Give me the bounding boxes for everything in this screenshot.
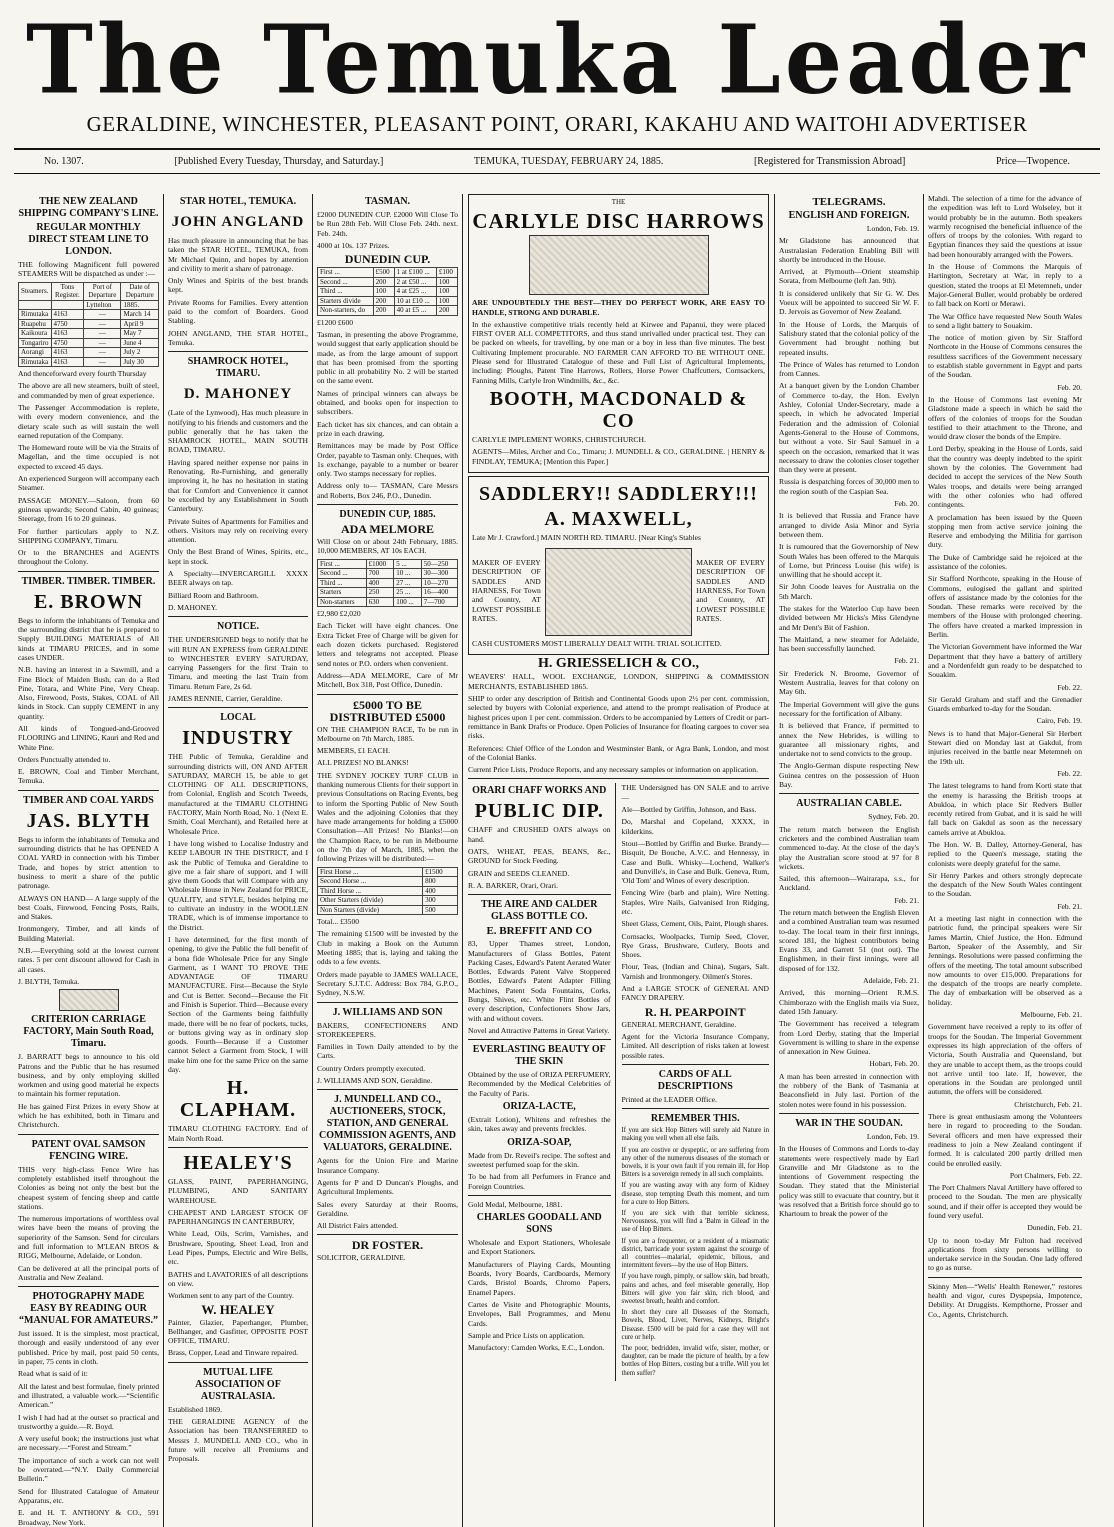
paragraph: Remittances may be made by Post Office Order, payable to Tasman only. Cheques, with 1s exchange, payable to a number or bearer only. Two stamps necessary for replies.	[317, 441, 458, 479]
paragraph: If you have rough, pimply, or sallow skin, bad breath, pains and aches, and feel miserable generally, Hop Bitters will give you fair skin, rich blood, and sweetest breath, health and comfort.	[621, 1273, 769, 1305]
brown-name: E. BROWN	[33, 590, 144, 613]
paragraph: Skinny Men—“Wells' Health Renewer,” restores health and vigor, cures Dyspepsia, Impotence, Debility. At Druggists. Kempthorne, Prosser and Co., Agents, Christchurch.	[928, 1281, 1082, 1319]
paragraph: In the Houses of Commons and Lords to-day statements were respectively made by Earl Granville and Mr Gladstone as to the intentions of Government respecting the Soudan. They stated that the Ministerial policy was still to evacuate that country, but it was resolved that a British force should go to Khartoum to break the power of the	[779, 1144, 919, 1219]
paragraph: Arrived, at Plymouth—Orient steamship Sorata, from Melbourne (left Jan. 9th).	[779, 267, 919, 286]
dateline-small: Feb. 21.	[1057, 901, 1082, 911]
paragraph: The Anglo-German dispute respecting New Guinea centres on the possession of Huon Bay.	[779, 761, 919, 790]
paragraph: CARLYLE IMPLEMENT WORKS, CHRISTCHURCH.	[472, 434, 646, 444]
paragraph: If you are costive or dyspeptic, or are suffering from any other of the numerous diseases of the stomach or bowels, it is your own fault if you remain ill, for Hop Bitters is a sovereign remedy in all such complaints.	[621, 1146, 769, 1179]
paragraph: Manufacturers of Playing Cards, Mounting Boards, Ivory Boards, Cardboards, Memory Cards, Bristol Boards, Chromo Papers, Enamel Papers.	[468, 1259, 611, 1297]
table-cell: Lyttelton	[84, 300, 121, 310]
telegrams-heading: TELEGRAMS.	[812, 196, 886, 208]
local-heading: LOCAL	[220, 712, 256, 724]
dateline-small: Feb. 22.	[1057, 682, 1082, 692]
paragraph: Country Orders promptly executed.	[317, 1063, 425, 1073]
breffit-heading: E. BREFFIT AND CO	[486, 925, 593, 938]
mundell-heading: J. MUNDELL AND CO., AUCTIONEERS, STOCK, STATION, AND GENERAL COMMISSION AGENTS, AND VALUATORS, GERALDINE.	[319, 1094, 456, 1154]
griesselich-heading: H. GRIESSELICH & CO.,	[537, 656, 700, 672]
paragraph: A man has been arrested in connection with the robbery of the Bank of Tasmania at Beaconsfield in July last. Portion of the stolen notes were found in his possession.	[779, 1071, 919, 1109]
dunedin-cup-heading: DUNEDIN CUP.	[344, 252, 431, 267]
remember-heading: REMEMBER THIS.	[650, 1113, 740, 1125]
signature: E. and H. T. ANTHONY & CO., 591 Broadway, New York.	[18, 1508, 159, 1527]
newspaper-page	[0, 6, 1114, 1527]
signature: Address—ADA MELMORE, Care of Mr Mitchell, Box 318, Post Office, Dunedin.	[317, 670, 458, 690]
paragraph: For further particulars apply to N.Z. SHIPPING COMPANY, Timaru.	[18, 526, 159, 545]
paragraph: White Lead, Oils, Scrim, Varnishes, and Brushware, Spouting, Sheet Lead, Iron and Lead Pipes, Pumps, Electric and Wire Bells, etc.	[168, 1229, 308, 1267]
paragraph: SHIP to order any description of British and Continental Goods upon 2½ per cent. commission, selected by buyers with Colonial experience, and attend to the prompt realisation of Produce at highest prices upon 1 per cent. commission. Orders to be accompanied by Letters of Credit or part-remittance in Bank Drafts or Produce. Open Policies of Insurance for floating cargoes to cover sea risks.	[468, 694, 769, 741]
dateline-small: Adelaide, Feb. 21.	[863, 976, 919, 986]
signature: JOHN ANGLAND, THE STAR HOTEL, Temuka.	[168, 328, 308, 347]
table-row: Tongariro 4750 — June 4	[19, 338, 159, 348]
angland-name: JOHN ANGLAND	[171, 214, 305, 230]
paragraph: News is to hand that Major-General Sir Herbert Stewart died on Monday last at Gakdul, from injuries received in the battle near Metemneh on the 19th ult.	[928, 728, 1082, 766]
paragraph: The Passenger Accommodation is replete, with every modern convenience, and the dietary scale such as will sustain the well earned reputation of the Company.	[18, 402, 159, 440]
paragraph: If you are wasting away with any form of Kidney disease, stop tempting Death this moment, and turn for a cure to Hop Bitters.	[621, 1182, 769, 1206]
the-label: THE	[611, 198, 626, 206]
paragraph: Workmen sent to any part of the Country.	[168, 1291, 294, 1301]
masthead-subtitle: GERALDINE, WINCHESTER, PLEASANT POINT, ORARI, KAKAHU AND WAITOHI ADVERTISER	[86, 112, 1028, 136]
maxwell-heading: A. MAXWELL,	[544, 507, 693, 530]
table-row: Starters divide 200 10 at £10 ... 100	[318, 296, 458, 306]
signature: J. WILLIAMS AND SON, Geraldine.	[317, 1076, 433, 1086]
paragraph: The Victorian Government have informed the War Department that they have a battery of artillery and a Nordenfeldt gun ready to be despatched to Souakim.	[928, 642, 1082, 680]
dateline-small: Feb. 20.	[1057, 382, 1082, 392]
paragraph: OATS, WHEAT, PEAS, BEANS, &c., GROUND for Stock Feeding.	[468, 847, 611, 866]
paragraph: Russia is despatching forces of 30,000 men to the region south of the Caspian Sea.	[779, 477, 919, 496]
dateline-small: Feb. 21.	[894, 895, 919, 905]
paragraph: Made from Dr. Reveil's recipe. The softest and sweetest perfumed soap for the skin.	[468, 1150, 611, 1169]
table-row: Third ... 100 4 at £25 ... 100	[318, 287, 458, 297]
paragraph: The Prince of Wales has returned to London from Cannes.	[779, 359, 919, 379]
paragraph: All kinds of Tongued-and-Grooved FLOORING and LINING, Kauri and Red and White Pine.	[18, 724, 159, 752]
column-4-left	[468, 783, 616, 1380]
paragraph: Government have received a reply to its offer of troops for the Soudan. The Imperial Government expresses its high appreciation of the offers of Victoria, South Australia and Queensland, but they are unable to accept them, as the troops could not arrive until too late. If, however, the operations in the Soudan are prolonged until autumn, the offers will be considered.	[928, 1022, 1082, 1097]
paragraph: Agents for the Union Fire and Marine Insurance Company.	[317, 1156, 458, 1175]
goodall-heading: CHARLES GOODALL AND SONS	[476, 1212, 602, 1236]
paragraph: It is believed that France, if permitted to annex the New Hebrides, is willing to guarantee all missionary rights, and undertake not to send convicts to the group.	[779, 721, 919, 759]
paragraph: Painter, Glazier, Paperhanger, Plumber, Bellhanger, and Gasfitter, OPPOSITE POST OFFICE, TIMARU.	[168, 1317, 308, 1346]
soudan-heading: WAR IN THE SOUDAN.	[795, 1117, 903, 1129]
paragraph: Only the Best Brand of Wines, Spirits, etc., kept in stock.	[168, 547, 308, 566]
cards-heading: CARDS OF ALL DESCRIPTIONS	[657, 1068, 733, 1092]
signature: Address only to— TASMAN, Care Messrs and Roberts, Box 246, P.O., Dunedin.	[317, 481, 458, 500]
prize-total: Total... £3500	[317, 917, 360, 927]
paragraph: The Port Chalmers Naval Artillery have offered to proceed to the Soudan. The men are physically sound, and if their offer is accepted they would be found very useful.	[928, 1183, 1082, 1220]
paragraph: All the latest and best formulae, finely printed and illustrated, a valuable work.—“Scientific American.”	[18, 1381, 159, 1410]
dateline-small: Melbourne, Feb. 21.	[1020, 1010, 1082, 1020]
paragraph: In the House of Commons the Marquis of Hartington, Secretary at War, in reply to a question, stated the troops at El Metemneh, under Major-General Buller, would probably be ordered to fall back on Korti or Merawi.	[928, 262, 1082, 309]
pearpoint-heading: R. H. PEARPOINT	[644, 1004, 746, 1019]
paragraph: THE UNDERSIGNED begs to notify that he will RUN AN EXPRESS from GERALDINE to WINCHESTER EVERY SATURDAY, carrying Passengers for the first Train to Timaru, and meeting the last Train from Timaru. Return Fare, 2s 6d.	[168, 635, 308, 691]
shipping-heading: THE NEW ZEALAND SHIPPING COMPANY'S LINE.	[18, 196, 159, 219]
paragraph: CASH CUSTOMERS MOST LIBERALLY DEALT WITH. TRIAL SOLICITED.	[472, 639, 722, 649]
table-row: Rimutaka 4163 — July 30	[19, 357, 159, 367]
dateline-small: Sydney, Feb. 20.	[868, 812, 919, 822]
paragraph: If you are sick Hop Bitters will surely aid Nature in making you well when all else fails.	[621, 1127, 769, 1143]
paragraph: ALWAYS ON HAND— A large supply of the best Coals, Firewood, Fencing Posts, Rails, and Stakes.	[18, 893, 159, 922]
blyth-name: JAS. BLYTH	[26, 809, 151, 832]
paragraph: If you are a frequenter, or a resident of a miasmatic district, barricade your system against the scourge of all countries—malarial, epidemic, bilious, and intermittent fevers—by the use of Hop Bitters.	[621, 1237, 769, 1270]
paragraph: And thenceforward every fourth Thursday	[18, 369, 147, 379]
paragraph: Cartes de Visite and Photographic Mounts, Envelopes, Ball Programmes, and Menu Cards.	[468, 1299, 611, 1328]
ada-table	[317, 559, 458, 608]
paragraph: Wholesale and Export Stationers, Wholesale and Export Stationers.	[468, 1238, 611, 1257]
paragraph: I have determined, for the first month of opening, to give the Public the full benefit of a bona fide Wholesale Price for any Single Garment, as I WANT TO PROVE THE ADVANTAGE OF TIMARU MANUFACTURE. First—Because the Style and Cut is Better. Second—Because the Fit and Finish is Superior. Third—Because every Section of the Garments being faithfully made, there will be no fear of pockets, tucks, or buttons giving way as in ordinary slop goods. Fourth—Because if a Customer cannot Select a Garment from Stock, I will make him one for the same Price on the same day.	[168, 934, 308, 1075]
paragraph: Do, Marshal and Copeland, XXXX, in kilderkins.	[621, 817, 769, 836]
harrow-illustration	[529, 235, 709, 295]
cup-total: £1200 £600	[317, 317, 354, 327]
paragraph: The notice of motion given by Sir Stafford Northcote in the House of Commons censures the resultless sacrifices of the Government necessary to establish stable government in Egypt and parts of the Soudan.	[928, 333, 1082, 380]
champion-heading: £5000 TO BE DISTRIBUTED £5000	[329, 697, 446, 724]
paragraph: The return match between the English Eleven and a combined Australian team was resumed to-day. The local team in their first innings, scored 181, the highest contributors being Evans 33, and Garrett 51 (not out). The Englishmen, in their first innings, were all disposed of for 132.	[779, 908, 919, 973]
paragraph: If you are sick with that terrible sickness, Nervousness, you will find a 'Balm in Gilead' in the use of Hop Bitters.	[621, 1209, 769, 1234]
carriage-heading: CRITERION CARRIAGE FACTORY, Main South Road, Timaru.	[23, 1014, 154, 1050]
paragraph: Just issued. It is the simplest, most practical, thorough and easily understood of any ever published. Price by mail, post paid 50 cents, in paper, 75 cents in cloth.	[18, 1329, 159, 1367]
shipping-subheading: REGULAR MONTHLY DIRECT STEAM LINE TO LONDON.	[28, 222, 149, 257]
paragraph: The Hon. W. B. Dalley, Attorney-General, has replied to the Queen's message, stating the colonists were deeply grateful for the same.	[928, 840, 1082, 868]
issue-date: TEMUKA, TUESDAY, FEBRUARY 24, 1885.	[473, 156, 664, 167]
registered-note: [Registered for Transmission Abroad]	[753, 156, 906, 167]
paragraph: Only Wines and Spirits of the best brands kept.	[168, 276, 308, 295]
paragraph: The Duke of Cambridge said he rejoiced at the assistance of the colonies.	[928, 552, 1082, 571]
price: Price—Twopence.	[995, 156, 1070, 167]
foster-heading: DR FOSTER.	[351, 1238, 424, 1253]
paragraph: In short they cure all Diseases of the Stomach, Bowels, Blood, Liver, Nerves, Kidneys, Bright's Disease. £500 will be paid for a case they will not cure or help.	[621, 1309, 769, 1341]
paragraph: At a banquet given by the London Chamber of Commerce to-day, the Hon. Evelyn Ashley, Colonial Under-Secretary, made a speech, in which he advocated Imperial Federation and the admission of Colonial Agents-General to the House of Commons, but without a vote. Sir Saul Samuel in a speech on the occasion, remarked that it was necessary to draw the colonies closer together than they were at present.	[779, 381, 919, 475]
paragraph: Sailed, this afternoon—Wairarapa, s.s., for Auckland.	[779, 874, 919, 893]
paragraph: Current Price Lists, Produce Reports, and any necessary samples or information on application.	[468, 765, 758, 775]
dateline-small: Cairo, Feb. 19.	[1036, 716, 1082, 726]
paragraph: GLASS, PAINT, PAPERHANGING, PLUMBING, AND SANITARY WAREHOUSE.	[168, 1176, 308, 1205]
paragraph: ALL PRIZES! NO BLANKS!	[317, 758, 409, 768]
dateline-small: Feb. 22.	[1057, 768, 1082, 778]
paragraph: Agents for P and D Duncan's Ploughs, and Agricultural Implements.	[317, 1177, 458, 1197]
paragraph: PASSAGE MONEY.—Saloon, from 60 guineas upwards; Second Cabin, 40 guineas; Steerage, from 16 to 20 guineas.	[18, 495, 159, 524]
table-row: Non Starters (divide) 500	[318, 905, 458, 915]
dateline-small: Feb. 20.	[894, 499, 919, 509]
paragraph: MEMBERS, £1 EACH.	[317, 746, 390, 756]
shamrock-heading: SHAMROCK HOTEL, TIMARU.	[187, 356, 289, 380]
dateline	[14, 148, 1100, 174]
ada-melmore-heading: ADA MELMORE	[341, 522, 434, 537]
paragraph: GENERAL MERCHANT, Geraldine.	[621, 1019, 737, 1029]
paragraph: It is believed that Russia and France have arranged to divide Asia Minor and Syria between them.	[779, 511, 919, 539]
cup-table	[317, 267, 458, 316]
saddlery-right-text: MAKER OF EVERY DESCRIPTION OF SADDLES AND HARNESS, For Town and Country, AT LOWEST POSSIBLE RATES.	[696, 558, 765, 623]
paragraph: Begs to inform the inhabitants of Temuka and the surrounding district that he is prepared to Supply BUILDING MATERIALS of All kinds at TIMARU PRICES, and in some cases UNDER.	[18, 615, 159, 662]
paragraph: In the House of Commons last evening Mr Gladstone made a speech in which he said the offers of the colonies of troops for the Soudan testified to their attachment to the Throne, and would draw closer the bonds of the Empire.	[928, 394, 1082, 442]
dateline-small: Christchurch, Feb. 21.	[1014, 1099, 1082, 1109]
carriage-illustration	[59, 989, 119, 1011]
paragraph: Fencing Wire (barb and plain), Wire Netting. Staples, Wire Nails, Galvanised Iron Ridging, etc.	[621, 888, 769, 916]
paragraph: Brass, Copper, Lead and Tinware repaired.	[168, 1348, 299, 1358]
table-header: Port of Departure	[84, 282, 121, 300]
paragraph: Has much pleasure in announcing that he has taken the STAR HOTEL, TEMUKA, from Mr Michael Quinn, and hopes by attention and civility to merit a share of patronage.	[168, 236, 308, 273]
paragraph: BATHS and LAVATORIES of all descriptions on view.	[168, 1269, 308, 1288]
column-4-right	[622, 783, 770, 1380]
paragraph: References: Chief Office of the London and Westminster Bank, or Agra Bank, London, and most of the Colonial Banks.	[468, 743, 769, 762]
mutual-life-heading: MUTUAL LIFE ASSOCIATION OF AUSTRALASIA.	[195, 1366, 281, 1402]
ada-total: £2,980 £2,020	[317, 609, 361, 619]
paragraph: Manufactory: Camden Works, E.C., London.	[468, 1343, 605, 1353]
paragraph: The Government has received a telegram from Lord Derby, stating that the Imperial Government is willing to share in the expense of annexation in New Guinea.	[779, 1019, 919, 1057]
paragraph: Printed at the LEADER Office.	[621, 1094, 717, 1104]
healeys-heading: HEALEY'S	[183, 1151, 293, 1174]
paragraph: To be had from all Perfumers in France and Foreign Countries.	[468, 1172, 611, 1191]
paragraph: The Maitland, a new steamer for Adelaide, has been successfully launched.	[779, 634, 919, 654]
paragraph: Agent for the Victoria Insurance Company, Limited. All description of risks taken at lowest possible rates.	[621, 1031, 769, 1060]
fencing-heading: PATENT OVAL SAMSON FENCING WIRE.	[31, 1138, 146, 1162]
table-row: Aorangi 4163 — July 2	[19, 348, 159, 358]
williams-heading: J. WILLIAMS AND SON	[332, 1006, 443, 1018]
table-row: First Horse ... £1500	[318, 867, 458, 877]
table-row: First ... £1000 5 ... 50—250	[318, 559, 458, 569]
paragraph: In the exhaustive competitive trials recently held at Kirwee and Papanui, they were placed FIRST OVER ALL COMPETITORS, and thus stand unrivalled under practical test. They can be packed on wheels, for travelling, by one man or a boy in less than five minutes. The best Cultivating Implement procurable. NO FARMER CAN AFFORD TO BE WITHOUT ONE. Please send for Illustrated Catalogue of these and Full List of Agricultural Implements, including: Ploughs, Patent Tine Harrows, Rollers, Horse Power Chaffcutters, Cornsackers, Fanning Mills, Carlyle Iron Windmills, &c., &c.	[472, 319, 765, 385]
paragraph: Names of principal winners can always be obtained, and books open for inspection to subscribers.	[317, 388, 458, 417]
paragraph: I have long wished to Localise Industry and KEEP LABOUR IN THE DISTRICT, and I ask the Public of Temuka and Geraldine to give me a fair share of support, and I will give them Goods that will Compare with any Wholesale House in New Zealand for PRICE, QUALITY, and STYLE, besides helping me to cultivate an industry in the WOOLLEN TRADE, which is of immense importance to the District.	[168, 838, 308, 932]
paragraph: Established 1869.	[168, 1404, 222, 1414]
paragraph: The return match between the English cricketers and the combined Australian team commenced to-day. At the close of the day's play the Australian score stood at 97 for 8 wickets.	[779, 824, 919, 871]
paragraph: The remaining £1500 will be invested by the Club in making a Book on the Autumn Meeting 1885; that is, laying and taking the odds to a few events.	[317, 929, 458, 967]
paragraph: CHEAPEST AND LARGEST STOCK OF PAPERHANGINGS IN CANTERBURY,	[168, 1207, 308, 1227]
paragraph: Up to noon to-day Mr Fulton had received applications from sixty persons willing to undertake service in the Soudan. One lady offered to go as nurse.	[928, 1235, 1082, 1273]
masthead-title: The Temuka Leader	[25, 4, 1089, 116]
column-6	[924, 194, 1086, 1527]
column-5	[775, 194, 924, 1527]
harrows-ad	[468, 194, 769, 473]
paragraph: The War Office have requested New South Wales to send a light battery to Souakim.	[928, 311, 1082, 330]
paragraph: Sir John Coode leaves for Australia on the 5th March.	[779, 582, 919, 601]
table-row: Kaikoura 4163 — May 7	[19, 329, 159, 339]
table-row: Second Horse ... 800	[318, 877, 458, 887]
paragraph: And a LARGE STOCK of GENERAL AND FANCY DRAPERY.	[621, 984, 769, 1003]
column-4-split	[468, 783, 769, 1380]
table-header: Tons Register.	[51, 282, 84, 300]
paragraph: Families in Town Daily attended to by the Carts.	[317, 1042, 458, 1061]
paragraph: Sheet Glass, Cement, Oils, Paint, Plough shares.	[621, 919, 769, 929]
signature: J. BLYTH, Temuka.	[18, 976, 80, 986]
paragraph: There is great enthusiasm among the Volunteers here in regard to proceeding to the Soudan. Several officers and men have expressed their readiness to join a New Zealand contingent if formed. It is calculated 200 partly drilled men could be enrolled easily.	[928, 1112, 1082, 1168]
aire-calder-heading: THE AIRE AND CALDER GLASS BOTTLE CO.	[481, 899, 598, 923]
paragraph: The Imperial Government will give the guns necessary for the fortification of Albany.	[779, 699, 919, 718]
table-row: Rimutaka 4163 — March 14	[19, 310, 159, 320]
paragraph: Orders Punctually attended to.	[18, 754, 111, 764]
paragraph: Sample and Price Lists on application.	[468, 1330, 585, 1340]
issue-number: No. 1307.	[44, 156, 84, 167]
paragraph: Cornsacks, Woolpacks, Turnip Seed, Clover, Rye Grass, Brushware, Cutlery, Boots and Shoes.	[621, 931, 769, 960]
paragraph: A very useful book; the instructions just what are necessary.—“Forest and Stream.”	[18, 1434, 159, 1453]
table-header: Steamers.	[19, 282, 52, 300]
dateline-small: Port Chalmers, Feb. 22.	[1009, 1170, 1082, 1180]
photography-heading: PHOTOGRAPHY MADE EASY BY READING OUR “MANUAL FOR AMATEURS.”	[19, 1291, 158, 1327]
table-row: First ... £500 1 at £100 ... £100	[318, 268, 458, 278]
paragraph: I wish I had had at the outset so practical and trustworthy a guide.—R. Boyd.	[18, 1412, 159, 1431]
table-row: Second ... 200 2 at £50 ... 100	[318, 277, 458, 287]
dunedin-1885-heading: DUNEDIN CUP, 1885.	[339, 509, 436, 521]
paragraph: THE Undersigned has ON SALE and to arrive—	[621, 783, 769, 802]
paragraph: Each ticket has six chances, and can obtain a prize in each drawing.	[317, 419, 458, 438]
paragraph: Send for Illustrated Catalogue of Amateur Apparatus, etc.	[18, 1486, 159, 1505]
paragraph: N.B.—Everything sold at the lowest current rates. 5 per cent discount allowed for Cash in all cases.	[18, 946, 159, 974]
paragraph: £2000 DUNEDIN CUP. £2000 Will Close To be Run 28th Feb. Will Close Feb. 24th. next. Feb. 24th.	[317, 210, 458, 238]
table-row: Other Starters (divide) 300	[318, 896, 458, 906]
paragraph: (Late of the Lynwood), Has much pleasure in notifying to his friends and customers and the public generally that he has taken the SHAMROCK HOTEL, MAIN SOUTH ROAD, TIMARU.	[168, 408, 308, 455]
paragraph: GRAIN and SEEDS CLEANED.	[468, 868, 570, 878]
paragraph: Tasman, in presenting the above Programme, would suggest that early application should be made, as from the large amount of support that has been promised from the sporting public in all probability No. 2 will be started on the same event.	[317, 329, 458, 386]
clapham-name: H. CLAPHAM.	[179, 1077, 297, 1122]
paragraph: An experienced Surgeon will accompany each Steamer.	[18, 474, 159, 493]
paragraph: Each Ticket will have eight chances. One Extra Ticket Free of Charge will be given for each dozen tickets purchased. Registered letters and telegrams not accepted. Please send notes or P.O. orders when convenient.	[317, 621, 458, 668]
paragraph: A proclamation has been issued by the Queen stopping men from active service joining the Reserve and embodying the Militia for garrison duty.	[928, 512, 1082, 550]
paragraph: Read what is said of it:	[18, 1369, 88, 1379]
paragraph: (Extrait Lotion), Whitens and refreshes the skin, takes away and prevents freckles.	[468, 1115, 611, 1134]
paragraph: Mahdi. The selection of a time for the advance of the expedition was left to Lord Wolseley, but it would probably be in the autumn. Both speakers warmly recognised the beneficial influence of the offers of troops by the colonies. With regard to Egyptian finances they said the questions at issue had been honourably arranged with the Powers.	[928, 194, 1082, 259]
paragraph: SOLICITOR, GERALDINE.	[317, 1253, 406, 1263]
signature: E. BROWN, Coal and Timber Merchant, Temuka.	[18, 767, 159, 786]
australian-cable-heading: AUSTRALIAN CABLE.	[796, 798, 902, 810]
table-cell: 1885.	[121, 300, 159, 310]
dateline-small: Hobart, Feb. 20.	[869, 1059, 919, 1069]
paragraph: 83, Upper Thames street, London, Manufacturers of Glass Bottles, Patent Packing Cases, Edward's Patent Aerated Water Bottles, Edwards Patent Valve Stoppered Bottles, Edward's Patent Adapter Filling Machines, Patent Soda Fountains, Corks, Bungs, Shives, etc. White Flint Bottles of every description, Confectioners Show Jars, with and without covers.	[468, 939, 611, 1023]
paragraph: J. BARRATT begs to announce to his old Patrons and the Public that he has resumed business, and by only employing skilled workmen and using good material he expects to maintain his former reputation.	[18, 1052, 159, 1099]
paragraph: Sir Henry Parkes and others strongly deprecate the despatch of the New South Wales contingent to the Soudan.	[928, 870, 1082, 899]
paragraph: Billiard Room and Bathroom.	[168, 590, 259, 600]
public-dip-heading: PUBLIC DIP.	[474, 800, 604, 823]
dateline-small: London, Feb. 19.	[866, 224, 919, 233]
signature: D. MAHONEY.	[168, 602, 218, 612]
star-hotel-heading: STAR HOTEL, TEMUKA.	[179, 196, 297, 207]
columns	[14, 194, 1100, 1527]
paragraph: TIMARU CLOTHING FACTORY. End of Main North Road.	[168, 1124, 308, 1143]
dateline-small: London, Feb. 19.	[866, 1131, 919, 1141]
paragraph: The latest telegrams to hand from Korti state that the enemy is harassing the British troops at Abukloa, in which place Sir Redvers Buller recently retired from Gubat, and it is said he will fall back on Gakdul as soon as the necessary camels arrive at Abukloa.	[928, 781, 1082, 837]
saddlery-heading: SADDLERY!! SADDLERY!!!	[479, 482, 758, 505]
healey-name: W. HEALEY	[201, 1301, 275, 1317]
paragraph: Mr Gladstone has announced that Australasian Federation Enabling Bill will shortly be introduced in the House.	[779, 236, 919, 264]
steamer-table	[18, 282, 159, 368]
paragraph: At a meeting last night in connection with the patriotic fund, the principal speakers were Sir James Martin, Chief Justice, the Hon. Edmund Barton, Speaker of the Assembly, and Sir Jennings. Resolutions were passed confirming the offers of the meeting. The total amount subscribed now amounts to over £15,000. Preparations for the despatch of the troops are nearly complete. The day of embarkation will be observed as a holiday.	[928, 914, 1082, 1007]
booth-heading: BOOTH, MACDONALD & CO	[489, 387, 748, 432]
paragraph: ARE UNDOUBTEDLY THE BEST—THEY DO PERFECT WORK, ARE EASY TO HANDLE, STRONG AND DURABLE.	[472, 298, 765, 317]
paragraph: All District Fairs attended.	[317, 1221, 398, 1231]
oriza-lacte-heading: ORIZA-LACTE,	[502, 1101, 576, 1113]
notice-heading: NOTICE.	[217, 621, 259, 633]
table-row: Non-starters, do 200 40 at £5 ... 200	[318, 306, 458, 316]
paragraph: The importance of such a work can not well be overrated.—“N.Y. Daily Commercial Bulletin.”	[18, 1455, 159, 1484]
english-foreign-heading: ENGLISH AND FOREIGN.	[788, 210, 910, 221]
paragraph: Can be delivered at all the principal ports of Australia and New Zealand.	[18, 1263, 159, 1282]
horse-illustration	[545, 548, 692, 636]
paragraph: Begs to inform the inhabitants of Temuka and surrounding districts that he has OPENED A COAL YARD in connection with his Timber Trade, and hopes by strict attention to business to merit a share of the public patronage.	[18, 834, 159, 891]
table-row: Ruapehu 4750 — April 9	[19, 319, 159, 329]
paragraph: THIS very high-class Fence Wire has completely established itself throughout the Colonies as being not only the best but the cheapest system of fencing sheep and cattle stations.	[18, 1164, 159, 1211]
paragraph: Stout—Bottled by Griffin and Burke. Brandy—Bisquit, De Bouche, A.V.C. and Hennessy, in Case and Bulk. Whisky—Lochend, Walker's and Dunville's, in Case and Bulk. Geneva, Rum, 'Old Tom' and Wines of every description.	[621, 838, 769, 886]
paragraph: Late Mr J. Crawford.] MAIN NORTH RD. TIMARU. [Near King's Stables	[472, 532, 701, 542]
paragraph: THE SYDNEY JOCKEY TURF CLUB in thanking numerous Clients for their support in previous Consultations on Racing Events, beg to inform the Sporting Public of New South Wales and the adjoining Colonies that they have made arrangements for holding a £5000 Consultation—All Prizes! No Blanks!—on the Champion Race, to be run in Melbourne on the 7th day of March, 1885, when the following Prizes will be distributed:—	[317, 770, 458, 864]
paragraph: Arrived, this morning—Orient R.M.S. Chimborazo with the English mails via Suez, dated 15th January.	[779, 988, 919, 1016]
oriza-soap-heading: ORIZA-SOAP,	[507, 1136, 572, 1148]
shipping-intro: THE following Magnificent full powered STEAMERS Will be dispatched as under :—	[18, 260, 159, 279]
paragraph: WEAVERS' HALL, WOOL EXCHANGE, LONDON, SHIPPING & COMMISSION MERCHANTS, ESTABLISHED 1865.	[468, 672, 769, 691]
tasman-heading: TASMAN.	[364, 196, 411, 207]
table-header: Date of Departure	[121, 282, 159, 300]
timber-heading: TIMBER. TIMBER. TIMBER.	[21, 575, 156, 587]
column-3	[313, 194, 463, 1527]
coal-yards-heading: TIMBER AND COAL YARDS	[23, 794, 154, 806]
column-1	[14, 194, 164, 1527]
signature: JAMES RENNIE, Carrier, Geraldine.	[168, 693, 283, 703]
column-4	[463, 194, 775, 1527]
mahoney-name: D. MAHONEY	[183, 386, 293, 403]
paragraph: Ale—Bottled by Griffin, Johnson, and Bass.	[621, 805, 757, 815]
paragraph: Novel and Attractive Patterns in Great Variety.	[468, 1025, 610, 1035]
signature: R. A. BARKER, Orari, Orari.	[468, 880, 559, 890]
paragraph: Obtained by the use of ORIZA PERFUMERY, Recommended by the Medical Celebrities of the Faculty of Paris.	[468, 1070, 611, 1098]
paragraph: CHAFF and CRUSHED OATS always on hand.	[468, 825, 611, 844]
paragraph: It is rumoured that the Governorship of New South Wales has been offered to the Marquis of Lorne, but Princess Louise (his wife) is unwilling that he should accept it.	[779, 542, 919, 580]
paragraph: Sir Frederick N. Broome, Governor of Western Australia, leaves for that colony on May 6th.	[779, 668, 919, 697]
paragraph: Sales every Saturday at their Rooms, Geraldine.	[317, 1199, 458, 1218]
orari-heading: ORARI CHAFF WORKS AND	[472, 785, 607, 797]
paragraph: He has gained First Prizes in every Show at which he has exhibited, both in Timaru and Christchurch.	[18, 1101, 159, 1130]
column-2	[164, 194, 313, 1527]
paragraph: Private Rooms for Families. Every attention paid to the comfort of Boarders. Good Stabling.	[168, 297, 308, 326]
saddlery-left-text: MAKER OF EVERY DESCRIPTION OF SADDLES AND HARNESS, For Town and Country, AT LOWEST POSSIBLE RATES.	[472, 558, 541, 623]
paragraph: Flour, Teas, (Indian and China), Sugars, Salt. Varnish and Ironmongery. Oilmen's Stores.	[621, 962, 769, 981]
paragraph: Sir Gerald Graham and staff and the Grenadier Guards embarked to-day for the Soudan.	[928, 694, 1082, 714]
paragraph: Private Suites of Apartments for Families and others. Visitors may rely on receiving every attention.	[168, 516, 308, 545]
paragraph: 4000 at 10s. 137 Prizes.	[317, 240, 390, 250]
paragraph: In the House of Lords, the Marquis of Salisbury stated that the colonial policy of the Government had brought nothing but repeated insults.	[779, 319, 919, 357]
paragraph: Lord Derby, speaking in the House of Lords, said that the country was deeply indebted to the spirit shown by the colonies. The Government had decided to accept the services of the New South Wales troops, and details were being arranged with the other colonies who had offered contingents.	[928, 444, 1082, 510]
paragraph: THE GERALDINE AGENCY of the Association has been TRANSFERRED to Messrs J. MUNDELL AND CO., who in future will receive all Premiums and Proposals.	[168, 1417, 308, 1464]
table-row: Third ... 400 27 ... 10—270	[318, 578, 458, 588]
prize-table	[317, 867, 458, 916]
dateline-small: Dunedin, Feb. 21.	[1027, 1223, 1082, 1233]
paragraph: The Homeward route will be via the Straits of Magellan, and the time occupied is not expected to exceed 45 days.	[18, 443, 159, 471]
paragraph: ON THE CHAMPION RACE, To be run in Melbourne on 7th March, 1885.	[317, 724, 458, 743]
paragraph: Ironmongery, Timber, and all kinds of Building Material.	[18, 924, 159, 943]
paragraph: The poor, bedridden, invalid wife, sister, mother, or daughter, can be made the picture of health, by a few bottles of Hop Bitters, costing but a trifle. Will you let them suffer?	[621, 1345, 769, 1377]
paragraph: Having spared neither expense nor pains in Renovating, Re-Furnishing, and generally improving it, he has no hesitation in stating that for Comfort and Convenience it cannot be excelled by any Establishment in South Canterbury.	[168, 457, 308, 514]
paragraph: The above are all new steamers, built of steel, and commanded by men of great experience.	[18, 381, 159, 400]
paragraph: A Specialty—INVERCARGILL XXXX BEER always on tap.	[168, 569, 308, 588]
table-row: Starters 250 25 ... 16—400	[318, 588, 458, 598]
industry-heading: INDUSTRY	[182, 727, 294, 750]
table-row: Third Horse ... 400	[318, 886, 458, 896]
paragraph: The stakes for the Waterloo Cup have been divided between Mr Hicks's Miss Glendyne and Mr Dent's Bit of Fashion.	[779, 603, 919, 632]
harrows-heading: CARLYLE DISC HARROWS	[472, 209, 765, 234]
paragraph: The numerous importations of worthless oval wires have been the means of proving the superiority of the Samson. Send for circulars and full information to M'LEAN BROS & RIGG, Melbourne, Adelaide, or London.	[18, 1214, 159, 1261]
paragraph: AGENTS—Miles, Archer and Co., Timaru; J. MUNDELL & CO., GERALDINE. | HENRY & FINDLAY, TEMUKA; [Mention this Paper.]	[472, 447, 765, 466]
paragraph: Will Close on or about 24th February, 1885. 10,000 MEMBERS, AT 10s EACH.	[317, 537, 458, 556]
paragraph: Sir Stafford Northcote, speaking in the House of Commons, eulogised the gallant and spirited offers of assistance made by the colonies for the Soudan. These remarks were received by the members of the House with prolonged cheering. The offers have created a marked impression in Berlin.	[928, 574, 1082, 640]
dateline-small: Feb. 21.	[894, 656, 919, 666]
paragraph: BAKERS, CONFECTIONERS AND STOREKEEPERS.	[317, 1020, 458, 1039]
paragraph: THE Public of Temuka, Geraldine and surrounding districts will, ON AND AFTER SATURDAY, MARCH 15, be able to get CLOTHING OF ALL DESCRIPTIONS, from Colonial, English and Scotch Tweeds, manufactured at the TIMARU CLOTHING FACTORY, Main North Road, No. 1 (Next E. Smith, Coal Merchant), and Retailed here at Wholesale Price.	[168, 752, 308, 836]
saddlery-ad	[468, 476, 769, 656]
table-row: Second ... 700 10 ... 30—300	[318, 569, 458, 579]
paragraph: Or to the BRANCHES and AGENTS throughout the Colony.	[18, 548, 159, 567]
paragraph: N.B. having an interest in a Sawmill, and a Fine Block of Maiden Bush, can do a Red Pine, Totara, and White Pine, Very Cheap. Also, Firewood, Posts, Stakes, COAL of All kinds in Stock. Can supply CEMENT in any quantity.	[18, 665, 159, 721]
paragraph: It is considered unlikely that Sir G. W. Des Voeux will be appointed to succeed Sir W. F. D. Jervois as Governor of New Zealand.	[779, 288, 919, 317]
published-note: [Published Every Tuesday, Thursday, and Saturday.]	[174, 156, 384, 167]
paragraph: Orders made payable to JAMES WALLACE, Secretary S.J.T.C. Address: Box 784, G.P.O., Sydney, N.S.W.	[317, 969, 458, 998]
paragraph: Gold Medal, Melbourne, 1881.	[468, 1199, 563, 1209]
everlasting-heading: EVERLASTING BEAUTY OF THE SKIN	[472, 1044, 606, 1068]
table-row: Non-starters 630 100 ... 7—700	[318, 597, 458, 607]
